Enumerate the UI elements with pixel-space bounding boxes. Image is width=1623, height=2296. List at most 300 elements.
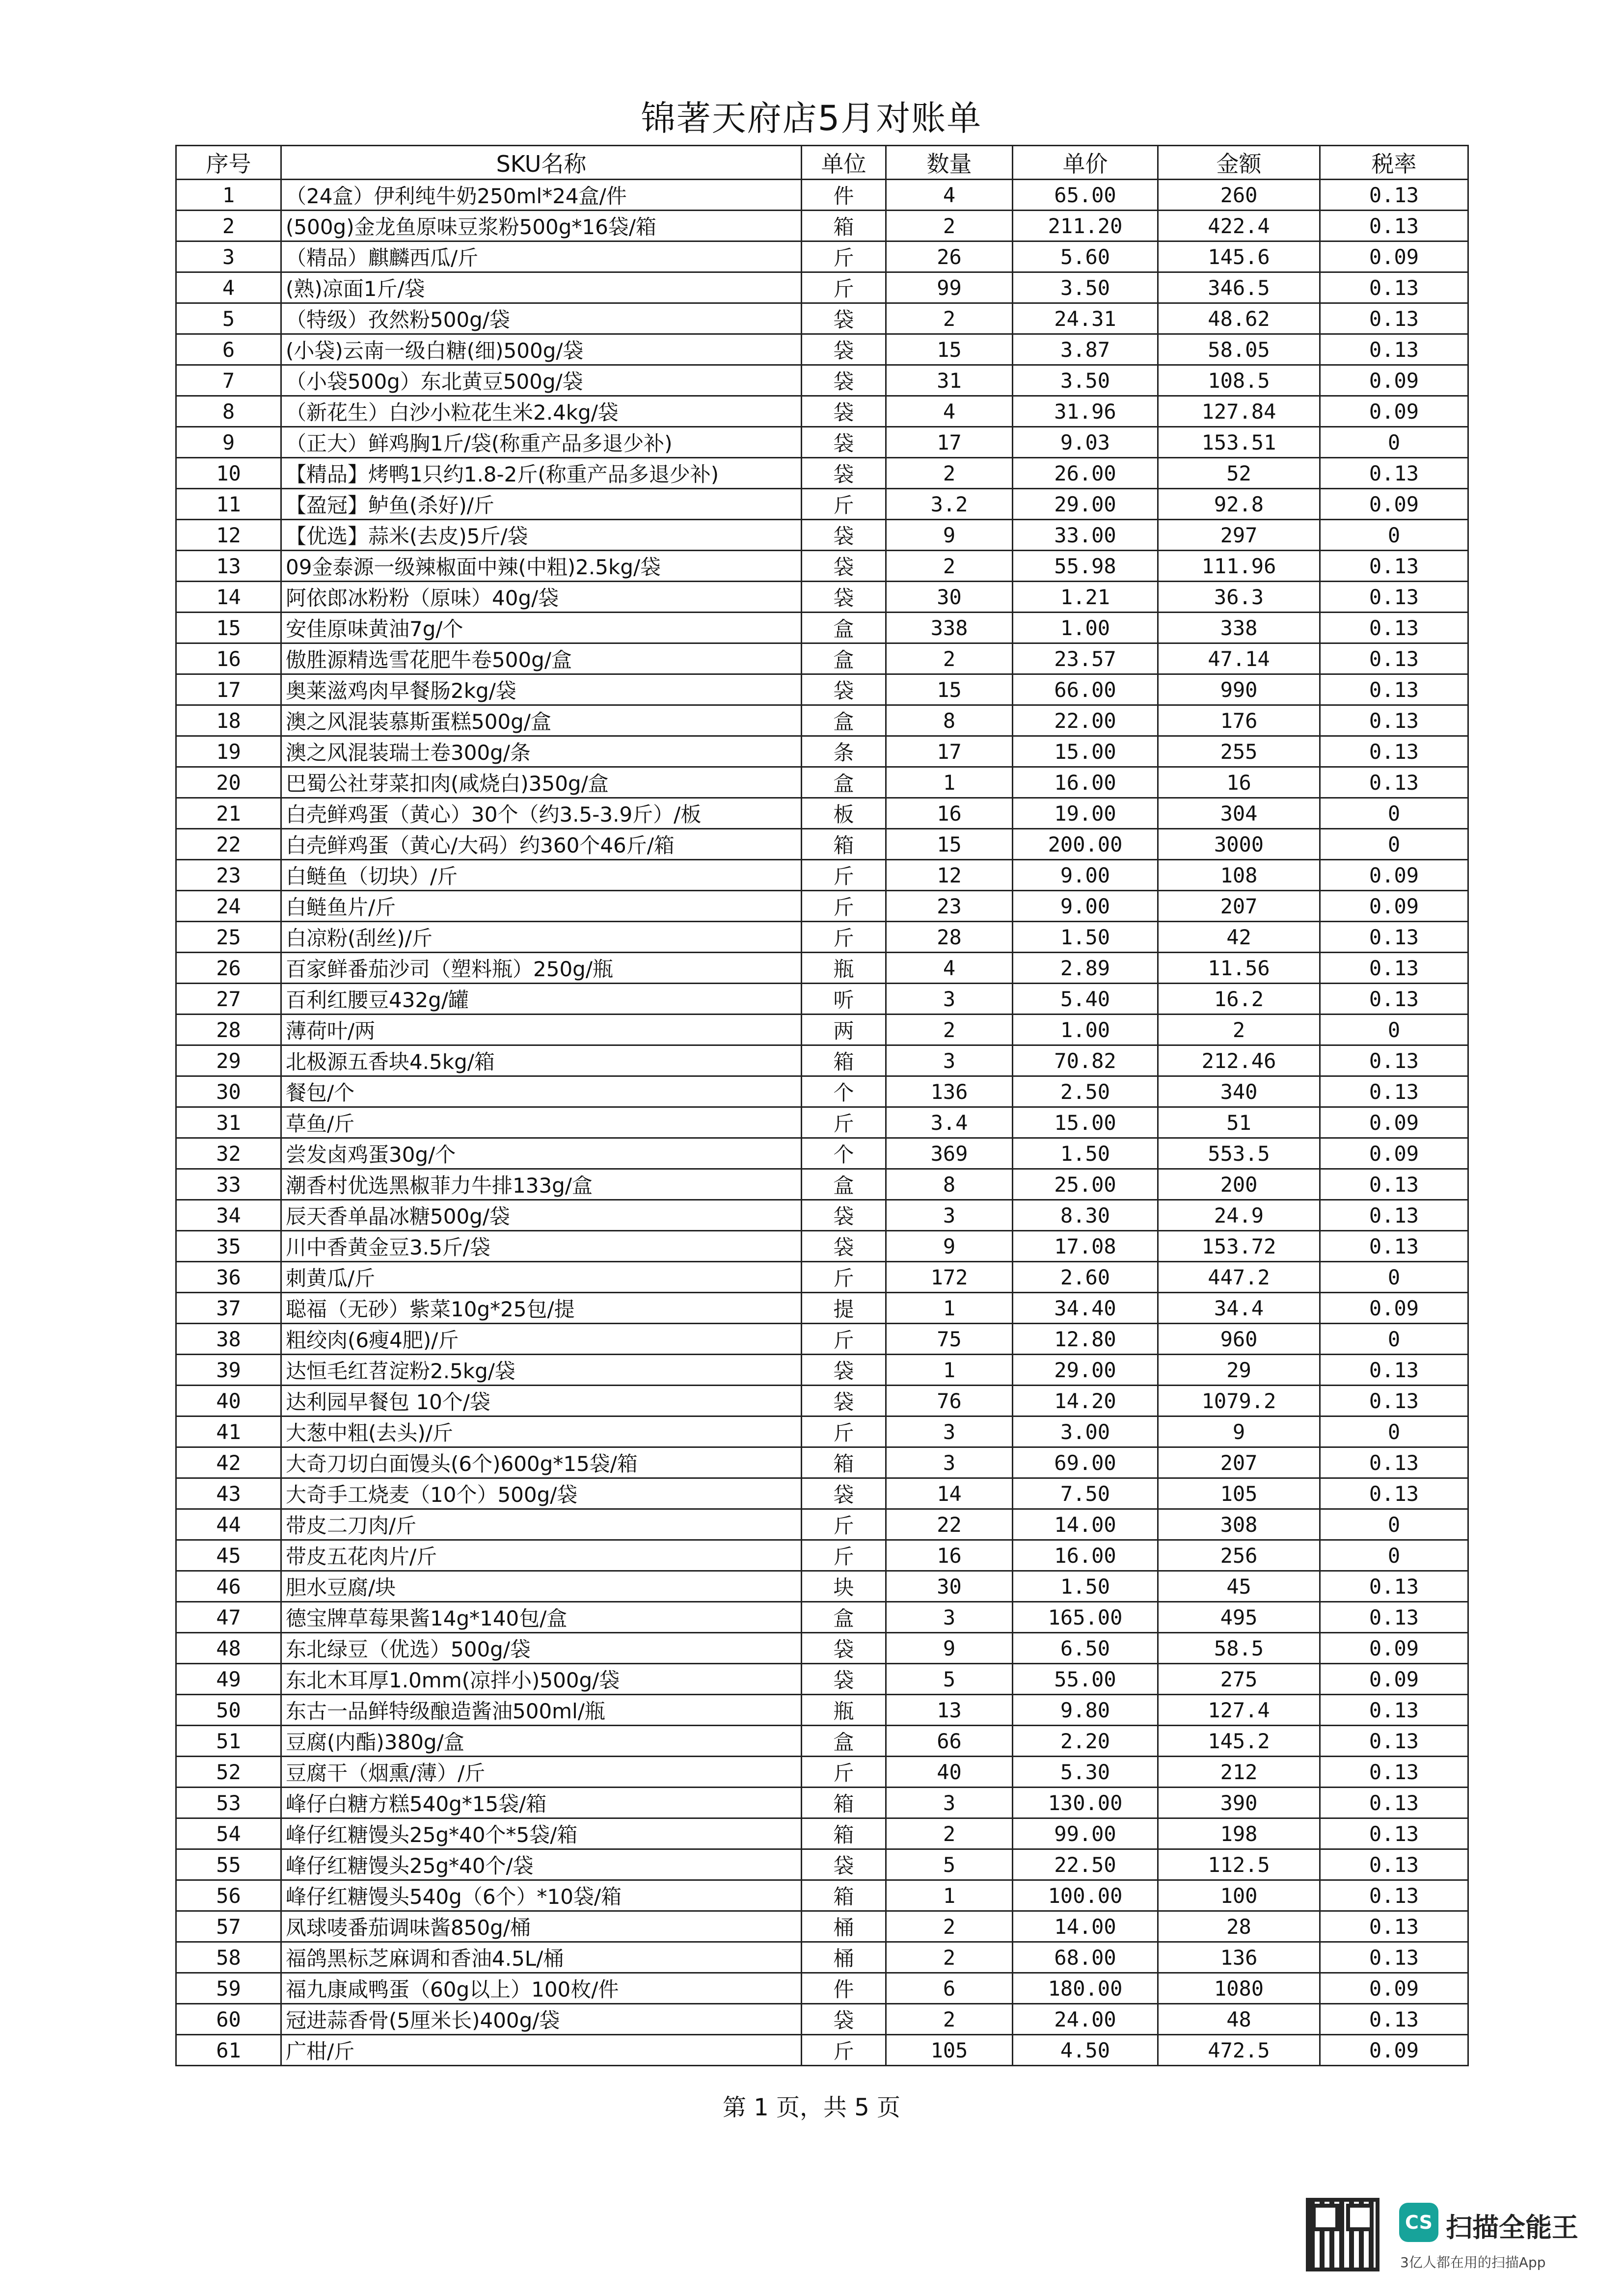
amount-cell: 58.5 xyxy=(1158,1633,1320,1664)
sku-name-cell: 峰仔红糖馒头25g*40个/袋 xyxy=(281,1849,802,1880)
qr-code-icon xyxy=(1306,2198,1380,2271)
row-index-cell: 36 xyxy=(176,1262,281,1293)
row-index-cell: 16 xyxy=(176,643,281,674)
row-index-cell: 13 xyxy=(176,551,281,582)
table-row xyxy=(176,1324,1468,1355)
sku-name-cell: (熟)凉面1斤/袋 xyxy=(281,272,802,303)
unit-cell: 条 xyxy=(802,736,886,767)
amount-cell: 48 xyxy=(1158,2004,1320,2035)
page-number: 第 1 页，共 5 页 xyxy=(722,2094,901,2121)
tax-rate-cell: 0.13 xyxy=(1320,1045,1468,1076)
row-index-cell: 7 xyxy=(176,365,281,396)
row-index-cell: 9 xyxy=(176,427,281,458)
unit-price-cell: 1.50 xyxy=(1013,1571,1158,1602)
table-row xyxy=(176,1509,1468,1540)
table-row xyxy=(176,1942,1468,1973)
scanner-app-name: 扫描全能王 xyxy=(1446,2212,1578,2243)
unit-price-cell: 1.21 xyxy=(1013,582,1158,613)
row-index-cell: 34 xyxy=(176,1200,281,1231)
row-index-cell: 33 xyxy=(176,1169,281,1200)
row-index-cell: 29 xyxy=(176,1045,281,1076)
amount-cell: 1079.2 xyxy=(1158,1386,1320,1416)
unit-price-cell: 211.20 xyxy=(1013,211,1158,241)
table-row xyxy=(176,1262,1468,1293)
table-row xyxy=(176,736,1468,767)
quantity-cell: 15 xyxy=(886,829,1013,860)
table-row xyxy=(176,489,1468,520)
amount-cell: 47.14 xyxy=(1158,643,1320,674)
row-index-cell: 55 xyxy=(176,1849,281,1880)
row-index-cell: 32 xyxy=(176,1138,281,1169)
amount-cell: 447.2 xyxy=(1158,1262,1320,1293)
table-body xyxy=(176,180,1468,2066)
sku-name-cell: 大奇手工烧麦（10个）500g/袋 xyxy=(281,1478,802,1509)
sku-name-cell: 辰天香单晶冰糖500g/袋 xyxy=(281,1200,802,1231)
table-row xyxy=(176,891,1468,922)
amount-cell: 52 xyxy=(1158,458,1320,489)
unit-cell: 块 xyxy=(802,1571,886,1602)
row-index-cell: 21 xyxy=(176,798,281,829)
unit-price-cell: 25.00 xyxy=(1013,1169,1158,1200)
sku-name-cell: 【优选】蒜米(去皮)5斤/袋 xyxy=(281,520,802,551)
unit-price-cell: 1.00 xyxy=(1013,613,1158,643)
quantity-cell: 3 xyxy=(886,1416,1013,1447)
table-row xyxy=(176,458,1468,489)
table-row xyxy=(176,1386,1468,1416)
tax-rate-cell: 0.13 xyxy=(1320,953,1468,984)
amount-cell: 200 xyxy=(1158,1169,1320,1200)
amount-cell: 136 xyxy=(1158,1942,1320,1973)
quantity-cell: 3 xyxy=(886,1447,1013,1478)
sku-name-cell: （正大）鲜鸡胸1斤/袋(称重产品多退少补) xyxy=(281,427,802,458)
amount-cell: 48.62 xyxy=(1158,303,1320,334)
unit-cell: 箱 xyxy=(802,829,886,860)
sku-name-cell: 白凉粉(刮丝)/斤 xyxy=(281,922,802,953)
tax-rate-cell: 0.13 xyxy=(1320,984,1468,1015)
unit-price-cell: 68.00 xyxy=(1013,1942,1158,1973)
row-index-cell: 58 xyxy=(176,1942,281,1973)
unit-cell: 袋 xyxy=(802,365,886,396)
row-index-cell: 25 xyxy=(176,922,281,953)
row-index-cell: 35 xyxy=(176,1231,281,1262)
amount-cell: 100 xyxy=(1158,1880,1320,1911)
unit-cell: 个 xyxy=(802,1138,886,1169)
tax-rate-cell: 0.13 xyxy=(1320,1076,1468,1107)
sku-name-cell: 【盈冠】鲈鱼(杀好)/斤 xyxy=(281,489,802,520)
amount-cell: 24.9 xyxy=(1158,1200,1320,1231)
table-row xyxy=(176,2035,1468,2066)
row-index-cell: 12 xyxy=(176,520,281,551)
row-index-cell: 44 xyxy=(176,1509,281,1540)
tax-rate-cell: 0.09 xyxy=(1320,1138,1468,1169)
quantity-cell: 1 xyxy=(886,767,1013,798)
amount-cell: 340 xyxy=(1158,1076,1320,1107)
sku-name-cell: 傲胜源精选雪花肥牛卷500g/盒 xyxy=(281,643,802,674)
unit-cell: 袋 xyxy=(802,396,886,427)
quantity-cell: 75 xyxy=(886,1324,1013,1355)
sku-name-cell: 川中香黄金豆3.5斤/袋 xyxy=(281,1231,802,1262)
document-title: 锦著天府店5月对账单 xyxy=(641,98,982,138)
unit-price-cell: 23.57 xyxy=(1013,643,1158,674)
table-row xyxy=(176,953,1468,984)
table-row xyxy=(176,1633,1468,1664)
unit-price-cell: 180.00 xyxy=(1013,1973,1158,2004)
row-index-cell: 61 xyxy=(176,2035,281,2066)
table-row xyxy=(176,396,1468,427)
table-row xyxy=(176,272,1468,303)
unit-cell: 箱 xyxy=(802,1788,886,1818)
sku-name-cell: 澳之风混装瑞士卷300g/条 xyxy=(281,736,802,767)
sku-name-cell: 带皮五花肉片/斤 xyxy=(281,1540,802,1571)
amount-cell: 304 xyxy=(1158,798,1320,829)
amount-cell: 29 xyxy=(1158,1355,1320,1386)
unit-price-cell: 9.03 xyxy=(1013,427,1158,458)
quantity-cell: 3.2 xyxy=(886,489,1013,520)
quantity-cell: 2 xyxy=(886,1015,1013,1045)
unit-cell: 板 xyxy=(802,798,886,829)
table-row xyxy=(176,1076,1468,1107)
tax-rate-cell: 0 xyxy=(1320,1416,1468,1447)
quantity-cell: 30 xyxy=(886,582,1013,613)
sku-name-cell: 安佳原味黄油7g/个 xyxy=(281,613,802,643)
sku-name-cell: 峰仔白糖方糕540g*15袋/箱 xyxy=(281,1788,802,1818)
tax-rate-cell: 0.13 xyxy=(1320,1571,1468,1602)
sku-name-cell: 奥莱滋鸡肉早餐肠2kg/袋 xyxy=(281,674,802,705)
amount-cell: 297 xyxy=(1158,520,1320,551)
sku-name-cell: 尝发卤鸡蛋30g/个 xyxy=(281,1138,802,1169)
quantity-cell: 6 xyxy=(886,1973,1013,2004)
sku-name-cell: 百利红腰豆432g/罐 xyxy=(281,984,802,1015)
unit-cell: 箱 xyxy=(802,1447,886,1478)
tax-rate-cell: 0.09 xyxy=(1320,891,1468,922)
unit-price-cell: 3.50 xyxy=(1013,365,1158,396)
quantity-cell: 14 xyxy=(886,1478,1013,1509)
amount-cell: 16 xyxy=(1158,767,1320,798)
quantity-cell: 16 xyxy=(886,798,1013,829)
unit-cell: 箱 xyxy=(802,1818,886,1849)
quantity-cell: 15 xyxy=(886,674,1013,705)
amount-cell: 198 xyxy=(1158,1818,1320,1849)
row-index-cell: 50 xyxy=(176,1695,281,1726)
unit-cell: 袋 xyxy=(802,1386,886,1416)
unit-price-cell: 22.50 xyxy=(1013,1849,1158,1880)
row-index-cell: 30 xyxy=(176,1076,281,1107)
amount-cell: 42 xyxy=(1158,922,1320,953)
sku-name-cell: 豆腐(内酯)380g/盒 xyxy=(281,1726,802,1757)
quantity-cell: 16 xyxy=(886,1540,1013,1571)
sku-name-cell: （新花生）白沙小粒花生米2.4kg/袋 xyxy=(281,396,802,427)
table-row xyxy=(176,365,1468,396)
tax-rate-cell: 0.13 xyxy=(1320,922,1468,953)
table-row xyxy=(176,1200,1468,1231)
tax-rate-cell: 0.13 xyxy=(1320,1169,1468,1200)
row-index-cell: 56 xyxy=(176,1880,281,1911)
sku-name-cell: 巴蜀公社芽菜扣肉(咸烧白)350g/盒 xyxy=(281,767,802,798)
amount-cell: 9 xyxy=(1158,1416,1320,1447)
tax-rate-cell: 0.13 xyxy=(1320,582,1468,613)
unit-price-cell: 3.87 xyxy=(1013,334,1158,365)
sku-name-cell: 豆腐干（烟熏/薄）/斤 xyxy=(281,1757,802,1788)
quantity-cell: 66 xyxy=(886,1726,1013,1757)
quantity-cell: 105 xyxy=(886,2035,1013,2066)
tax-rate-cell: 0.09 xyxy=(1320,489,1468,520)
tax-rate-cell: 0.09 xyxy=(1320,1633,1468,1664)
sku-name-cell: （精品）麒麟西瓜/斤 xyxy=(281,241,802,272)
row-index-cell: 47 xyxy=(176,1602,281,1633)
tax-rate-cell: 0.13 xyxy=(1320,1231,1468,1262)
quantity-cell: 9 xyxy=(886,1231,1013,1262)
row-index-cell: 2 xyxy=(176,211,281,241)
row-index-cell: 6 xyxy=(176,334,281,365)
table-row xyxy=(176,1664,1468,1695)
quantity-cell: 2 xyxy=(886,211,1013,241)
tax-rate-cell: 0.09 xyxy=(1320,396,1468,427)
quantity-cell: 28 xyxy=(886,922,1013,953)
unit-cell: 袋 xyxy=(802,458,886,489)
unit-price-cell: 2.60 xyxy=(1013,1262,1158,1293)
tax-rate-cell: 0 xyxy=(1320,1509,1468,1540)
sku-name-cell: 峰仔红糖馒头540g（6个）*10袋/箱 xyxy=(281,1880,802,1911)
unit-price-cell: 70.82 xyxy=(1013,1045,1158,1076)
quantity-cell: 23 xyxy=(886,891,1013,922)
tax-rate-cell: 0 xyxy=(1320,1540,1468,1571)
tax-rate-cell: 0.13 xyxy=(1320,334,1468,365)
quantity-cell: 12 xyxy=(886,860,1013,891)
unit-price-cell: 1.00 xyxy=(1013,1015,1158,1045)
tax-rate-cell: 0.13 xyxy=(1320,1818,1468,1849)
table-row xyxy=(176,1602,1468,1633)
quantity-cell: 9 xyxy=(886,1633,1013,1664)
row-index-cell: 26 xyxy=(176,953,281,984)
quantity-cell: 338 xyxy=(886,613,1013,643)
unit-cell: 两 xyxy=(802,1015,886,1045)
row-index-cell: 40 xyxy=(176,1386,281,1416)
unit-price-cell: 69.00 xyxy=(1013,1447,1158,1478)
unit-price-cell: 2.89 xyxy=(1013,953,1158,984)
unit-cell: 斤 xyxy=(802,1509,886,1540)
table-row xyxy=(176,1726,1468,1757)
sku-name-cell: 达利园早餐包 10个/袋 xyxy=(281,1386,802,1416)
row-index-cell: 45 xyxy=(176,1540,281,1571)
unit-price-cell: 33.00 xyxy=(1013,520,1158,551)
unit-cell: 盒 xyxy=(802,1726,886,1757)
scanner-watermark xyxy=(1306,2198,1600,2281)
unit-cell: 斤 xyxy=(802,1324,886,1355)
table-row xyxy=(176,984,1468,1015)
unit-cell: 袋 xyxy=(802,520,886,551)
tax-rate-cell: 0 xyxy=(1320,427,1468,458)
amount-cell: 1080 xyxy=(1158,1973,1320,2004)
table-row xyxy=(176,1880,1468,1911)
unit-price-cell: 4.50 xyxy=(1013,2035,1158,2066)
sku-name-cell: 东古一品鲜特级酿造酱油500ml/瓶 xyxy=(281,1695,802,1726)
unit-price-cell: 16.00 xyxy=(1013,767,1158,798)
table-row xyxy=(176,674,1468,705)
tax-rate-cell: 0 xyxy=(1320,798,1468,829)
unit-price-cell: 200.00 xyxy=(1013,829,1158,860)
quantity-cell: 26 xyxy=(886,241,1013,272)
sku-name-cell: （24盒）伊利纯牛奶250ml*24盒/件 xyxy=(281,180,802,211)
amount-cell: 127.4 xyxy=(1158,1695,1320,1726)
table-row xyxy=(176,303,1468,334)
row-index-cell: 39 xyxy=(176,1355,281,1386)
unit-price-cell: 9.00 xyxy=(1013,860,1158,891)
quantity-cell: 5 xyxy=(886,1664,1013,1695)
unit-price-cell: 2.50 xyxy=(1013,1076,1158,1107)
unit-cell: 斤 xyxy=(802,2035,886,2066)
quantity-cell: 1 xyxy=(886,1293,1013,1324)
unit-cell: 袋 xyxy=(802,334,886,365)
row-index-cell: 60 xyxy=(176,2004,281,2035)
amount-cell: 422.4 xyxy=(1158,211,1320,241)
row-index-cell: 3 xyxy=(176,241,281,272)
unit-price-cell: 66.00 xyxy=(1013,674,1158,705)
tax-rate-cell: 0 xyxy=(1320,1324,1468,1355)
row-index-cell: 18 xyxy=(176,705,281,736)
table-row xyxy=(176,520,1468,551)
table-row xyxy=(176,613,1468,643)
sku-name-cell: 澳之风混装慕斯蛋糕500g/盒 xyxy=(281,705,802,736)
unit-price-cell: 24.31 xyxy=(1013,303,1158,334)
quantity-cell: 2 xyxy=(886,1818,1013,1849)
sku-name-cell: 福九康咸鸭蛋（60g以上）100枚/件 xyxy=(281,1973,802,2004)
unit-cell: 桶 xyxy=(802,1911,886,1942)
tax-rate-cell: 0.13 xyxy=(1320,643,1468,674)
tax-rate-cell: 0.13 xyxy=(1320,1911,1468,1942)
table-row xyxy=(176,922,1468,953)
unit-cell: 袋 xyxy=(802,582,886,613)
tax-rate-cell: 0.09 xyxy=(1320,2035,1468,2066)
unit-price-cell: 14.00 xyxy=(1013,1509,1158,1540)
row-index-cell: 54 xyxy=(176,1818,281,1849)
tax-rate-cell: 0 xyxy=(1320,829,1468,860)
amount-cell: 960 xyxy=(1158,1324,1320,1355)
unit-cell: 斤 xyxy=(802,1107,886,1138)
table-row xyxy=(176,1478,1468,1509)
tax-rate-cell: 0.13 xyxy=(1320,767,1468,798)
amount-cell: 153.51 xyxy=(1158,427,1320,458)
row-index-cell: 38 xyxy=(176,1324,281,1355)
row-index-cell: 43 xyxy=(176,1478,281,1509)
unit-cell: 个 xyxy=(802,1076,886,1107)
table-row xyxy=(176,211,1468,241)
tax-rate-cell: 0.13 xyxy=(1320,1355,1468,1386)
tax-rate-cell: 0.13 xyxy=(1320,551,1468,582)
row-index-cell: 51 xyxy=(176,1726,281,1757)
table-row xyxy=(176,1973,1468,2004)
tax-rate-cell: 0.13 xyxy=(1320,1880,1468,1911)
unit-price-cell: 6.50 xyxy=(1013,1633,1158,1664)
unit-price-cell: 8.30 xyxy=(1013,1200,1158,1231)
unit-cell: 盒 xyxy=(802,643,886,674)
amount-cell: 92.8 xyxy=(1158,489,1320,520)
tax-rate-cell: 0.13 xyxy=(1320,613,1468,643)
table-row xyxy=(176,1231,1468,1262)
tax-rate-cell: 0.09 xyxy=(1320,241,1468,272)
amount-cell: 260 xyxy=(1158,180,1320,211)
table-row xyxy=(176,2004,1468,2035)
table-row xyxy=(176,1849,1468,1880)
scanner-slogan: 3亿人都在用的扫描App xyxy=(1400,2254,1546,2270)
table-row xyxy=(176,180,1468,211)
quantity-cell: 17 xyxy=(886,736,1013,767)
amount-cell: 108 xyxy=(1158,860,1320,891)
tax-rate-cell: 0.13 xyxy=(1320,1726,1468,1757)
unit-price-cell: 15.00 xyxy=(1013,1107,1158,1138)
tax-rate-cell: 0.13 xyxy=(1320,705,1468,736)
unit-price-cell: 22.00 xyxy=(1013,705,1158,736)
unit-price-cell: 16.00 xyxy=(1013,1540,1158,1571)
amount-cell: 553.5 xyxy=(1158,1138,1320,1169)
header-quantity: 数量 xyxy=(886,146,1013,180)
tax-rate-cell: 0.13 xyxy=(1320,2004,1468,2035)
amount-cell: 58.05 xyxy=(1158,334,1320,365)
amount-cell: 108.5 xyxy=(1158,365,1320,396)
sku-name-cell: 东北木耳厚1.0mm(凉拌小)500g/袋 xyxy=(281,1664,802,1695)
amount-cell: 472.5 xyxy=(1158,2035,1320,2066)
tax-rate-cell: 0.09 xyxy=(1320,1664,1468,1695)
unit-price-cell: 14.20 xyxy=(1013,1386,1158,1416)
unit-price-cell: 2.20 xyxy=(1013,1726,1158,1757)
row-index-cell: 48 xyxy=(176,1633,281,1664)
amount-cell: 275 xyxy=(1158,1664,1320,1695)
quantity-cell: 31 xyxy=(886,365,1013,396)
unit-price-cell: 14.00 xyxy=(1013,1911,1158,1942)
row-index-cell: 14 xyxy=(176,582,281,613)
table-row xyxy=(176,334,1468,365)
unit-price-cell: 19.00 xyxy=(1013,798,1158,829)
amount-cell: 145.2 xyxy=(1158,1726,1320,1757)
sku-name-cell: 北极源五香块4.5kg/箱 xyxy=(281,1045,802,1076)
tax-rate-cell: 0.13 xyxy=(1320,180,1468,211)
row-index-cell: 1 xyxy=(176,180,281,211)
unit-cell: 袋 xyxy=(802,551,886,582)
table-row xyxy=(176,1695,1468,1726)
unit-price-cell: 1.50 xyxy=(1013,1138,1158,1169)
sku-name-cell: 德宝牌草莓果酱14g*140包/盒 xyxy=(281,1602,802,1633)
unit-cell: 袋 xyxy=(802,1231,886,1262)
unit-price-cell: 65.00 xyxy=(1013,180,1158,211)
quantity-cell: 2 xyxy=(886,643,1013,674)
amount-cell: 3000 xyxy=(1158,829,1320,860)
unit-cell: 盒 xyxy=(802,767,886,798)
amount-cell: 111.96 xyxy=(1158,551,1320,582)
amount-cell: 2 xyxy=(1158,1015,1320,1045)
amount-cell: 212 xyxy=(1158,1757,1320,1788)
tax-rate-cell: 0.09 xyxy=(1320,365,1468,396)
quantity-cell: 2 xyxy=(886,1942,1013,1973)
sku-name-cell: 冠进蒜香骨(5厘米长)400g/袋 xyxy=(281,2004,802,2035)
tax-rate-cell: 0.13 xyxy=(1320,272,1468,303)
unit-price-cell: 24.00 xyxy=(1013,2004,1158,2035)
unit-cell: 斤 xyxy=(802,272,886,303)
header-unit: 单位 xyxy=(802,146,886,180)
unit-price-cell: 3.00 xyxy=(1013,1416,1158,1447)
amount-cell: 495 xyxy=(1158,1602,1320,1633)
quantity-cell: 40 xyxy=(886,1757,1013,1788)
amount-cell: 308 xyxy=(1158,1509,1320,1540)
row-index-cell: 42 xyxy=(176,1447,281,1478)
row-index-cell: 49 xyxy=(176,1664,281,1695)
amount-cell: 105 xyxy=(1158,1478,1320,1509)
unit-cell: 箱 xyxy=(802,1045,886,1076)
tax-rate-cell: 0.13 xyxy=(1320,1386,1468,1416)
row-index-cell: 17 xyxy=(176,674,281,705)
quantity-cell: 2 xyxy=(886,551,1013,582)
quantity-cell: 99 xyxy=(886,272,1013,303)
amount-cell: 112.5 xyxy=(1158,1849,1320,1880)
table-row xyxy=(176,767,1468,798)
